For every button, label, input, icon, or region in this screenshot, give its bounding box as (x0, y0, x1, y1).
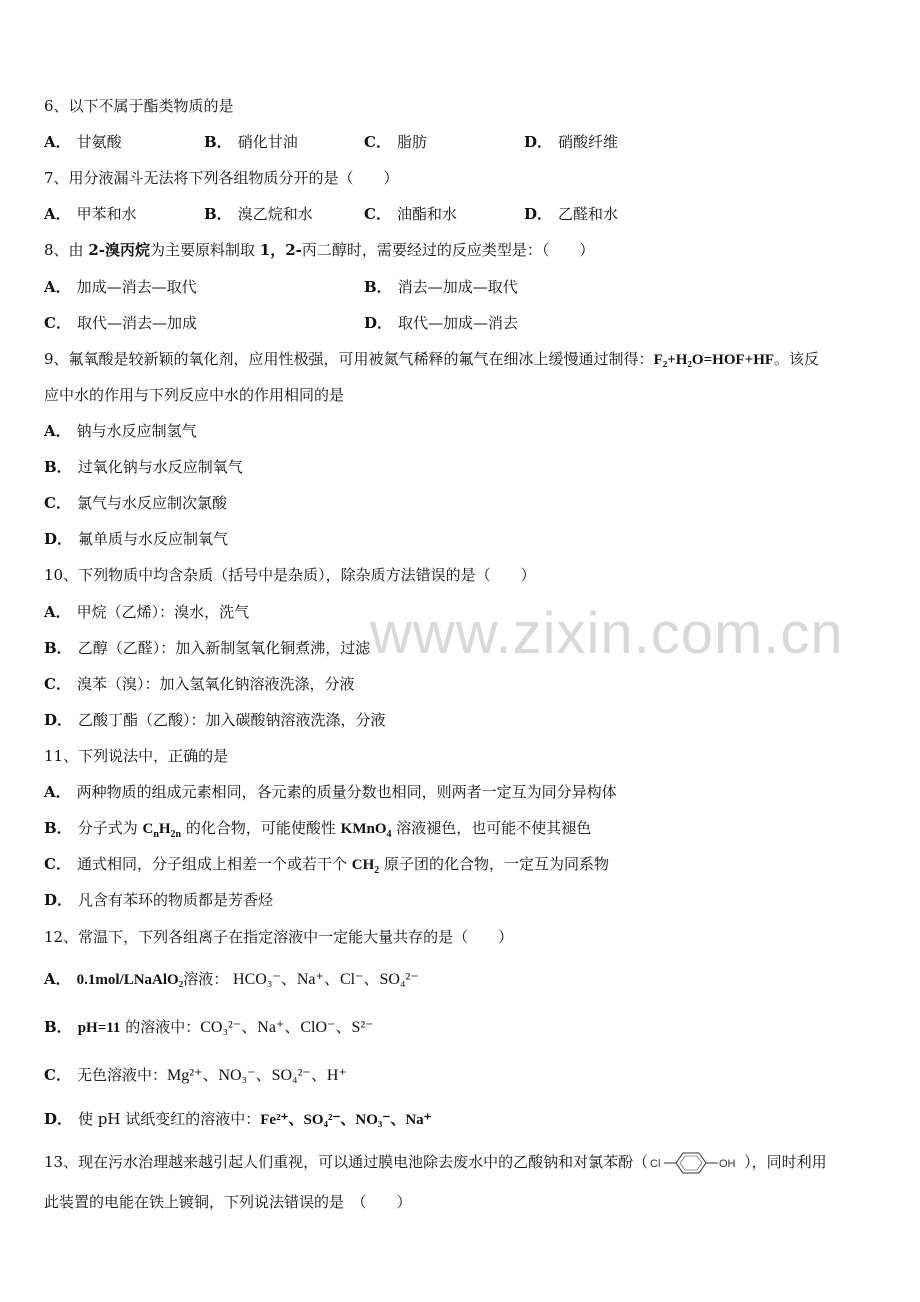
q7-stem: 7、用分液漏斗无法将下列各组物质分开的是（ ） (44, 169, 399, 187)
q8-option-d: D． 取代—加成—消去 (364, 314, 519, 332)
q7-option-d: D． 乙醛和水 (524, 205, 619, 223)
q12-option-c: C． 无色溶液中：Mg²⁺、NO₃⁻、SO₄²⁻、H⁺ (44, 1066, 347, 1084)
q7-option-a: A． 甲苯和水 (44, 205, 137, 223)
q7-option-b: B． 溴乙烷和水 (204, 205, 313, 223)
q10-option-a: A． 甲烷（乙烯）：溴水，洗气 (44, 603, 250, 621)
q9-stem-line2: 应中水的作用与下列反应中水的作用相同的是 (44, 386, 345, 404)
q13-stem-line1: 13、现在污水治理越来越引起人们重视，可以通过膜电池除去废水中的乙酸钠和对氯苯酚（ Cl OH ），同时利用 (44, 1150, 827, 1176)
q8-stem: 8、由 2-溴丙烷为主要原料制取 1，2-丙二醇时，需要经过的反应类型是：（ ） (44, 241, 595, 259)
q9-option-c: C． 氯气与水反应制次氯酸 (44, 494, 227, 512)
q10-option-c: C． 溴苯（溴）：加入氢氧化钠溶液洗涤，分液 (44, 675, 355, 693)
q11-stem: 11、下列说法中，正确的是 (44, 747, 229, 765)
q6-option-c: C． 脂肪 (364, 133, 427, 151)
q10-stem: 10、下列物质中均含杂质（括号中是杂质），除杂质方法错误的是（ ） (44, 566, 536, 584)
q11-option-b: B． 分子式为 $C_nH_{2n}$ 的化合物，可能使酸性 KMnO$_4$ 溶液褪色，也可能不使其褪色 (44, 819, 592, 840)
svg-text:Cl: Cl (650, 1158, 661, 1170)
q12-stem: 12、常温下，下列各组离子在指定溶液中一定能大量共存的是（ ） (44, 928, 514, 946)
q12-option-d: D． 使 pH 试纸变红的溶液中：Fe²⁺、SO₄²⁻、NO₃⁻、Na⁺ (44, 1110, 432, 1128)
q12-option-a: A． 0.1mol/LNaAlO₂溶液： HCO₃⁻、Na⁺、Cl⁻、SO₄²⁻ (44, 970, 419, 988)
q6-option-b: B． 硝化甘油 (204, 133, 298, 151)
q9-option-b: B． 过氧化钠与水反应制氧气 (44, 458, 243, 476)
q12-option-b: B． pH=11 的溶液中：CO₃²⁻、Na⁺、ClO⁻、S²⁻ (44, 1018, 374, 1036)
svg-text:OH: OH (719, 1158, 736, 1170)
q11-option-a: A． 两种物质的组成元素相同，各元素的质量分数也相同，则两者一定互为同分异构体 (44, 783, 617, 801)
q9-stem-line1: 9、氟氧酸是较新颖的氧化剂，应用性极强，可用被氮气稀释的氟气在细冰上缓慢通过制得：F₂+H₂O=HOF+HF。该反 (44, 350, 820, 368)
q6-option-a: A． 甘氨酸 (44, 133, 122, 151)
q8-option-b: B． 消去—加成—取代 (364, 278, 518, 296)
q9-option-a: A． 钠与水反应制氢气 (44, 422, 197, 440)
q10-option-b: B． 乙醇（乙醛）：加入新制氢氧化铜煮沸，过滤 (44, 639, 371, 657)
q9-option-d: D． 氟单质与水反应制氧气 (44, 530, 229, 548)
q6-option-d: D． 硝酸纤维 (524, 133, 619, 151)
chlorophenol-structure-icon (650, 1150, 742, 1176)
q10-option-d: D． 乙酸丁酯（乙酸）：加入碳酸钠溶液洗涤，分液 (44, 711, 386, 729)
q8-option-a: A． 加成—消去—取代 (44, 278, 197, 296)
watermark: www.zixin.com.cn (370, 601, 844, 666)
q6-stem: 6、以下不属于酯类物质的是 (44, 97, 234, 115)
q8-option-c: C． 取代—消去—加成 (44, 314, 197, 332)
q11-option-c: C． 通式相同，分子组成上相差一个或若干个 $CH_2$ 原子团的化合物，一定互为同系物 (44, 855, 610, 876)
q13-stem-line2: 此装置的电能在铁上镀铜，下列说法错误的是 （ ） (44, 1193, 412, 1211)
q11-option-d: D． 凡含有苯环的物质都是芳香烃 (44, 891, 274, 909)
q7-option-c: C． 油酯和水 (364, 205, 457, 223)
